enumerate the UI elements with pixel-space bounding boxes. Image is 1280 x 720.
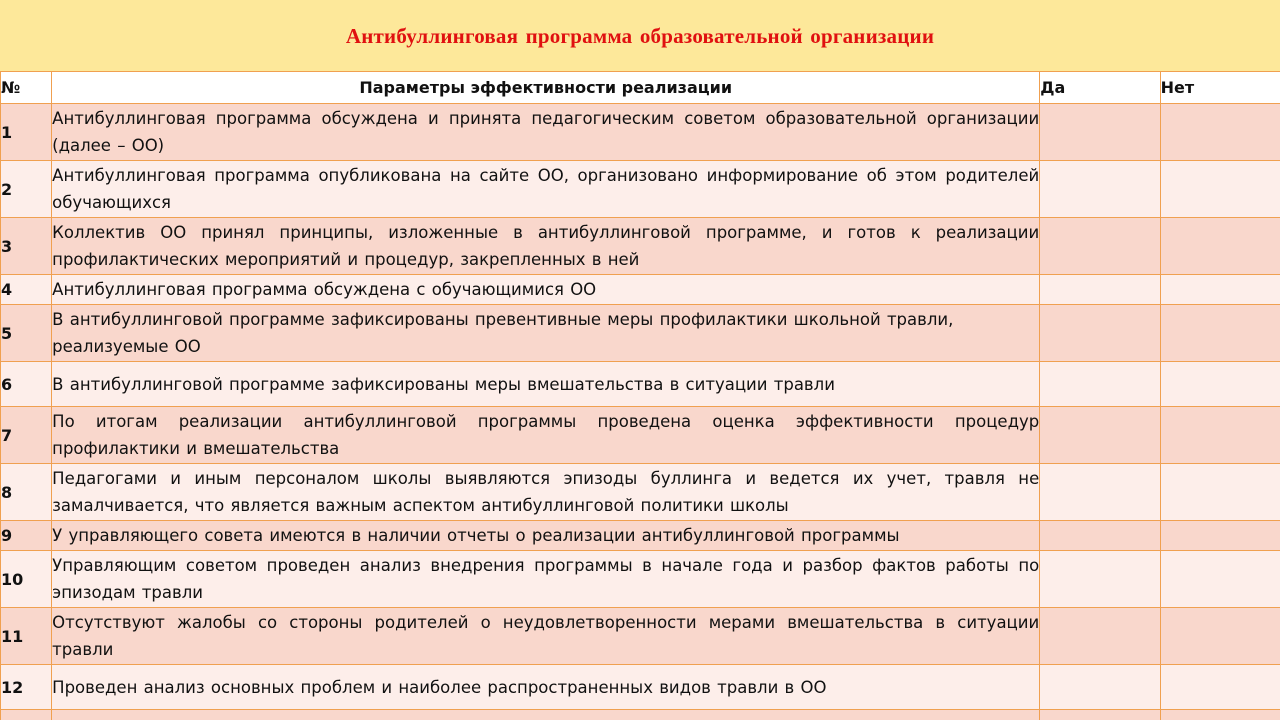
cell-yes[interactable] (1040, 275, 1160, 305)
header-number: № (1, 72, 52, 104)
row-number: 10 (1, 551, 52, 608)
row-parameter (52, 710, 1040, 720)
table-row (1, 362, 1280, 407)
table-row (1, 275, 1280, 305)
header-parameters: Параметры эффективности реализации (52, 72, 1040, 104)
row-parameter: Коллектив ОО принял принципы, изложенные в антибуллинговой программе, и готов к реализации профилактических мероприятий и процедур, закрепленных в ней (52, 218, 1040, 275)
row-parameter: Отсутствуют жалобы со стороны родителей о неудовлетворенности мерами вмешательства в ситуации травли (52, 608, 1040, 665)
cell-no[interactable] (1160, 464, 1280, 521)
row-number: 4 (1, 275, 52, 305)
cell-no[interactable] (1160, 521, 1280, 551)
row-number: 8 (1, 464, 52, 521)
row-number: 2 (1, 161, 52, 218)
cell-yes[interactable] (1040, 521, 1160, 551)
cell-no[interactable] (1160, 665, 1280, 710)
table-row (1, 104, 1280, 161)
cell-yes[interactable] (1040, 710, 1160, 720)
cell-no[interactable] (1160, 161, 1280, 218)
cell-yes[interactable] (1040, 464, 1160, 521)
table-row (1, 305, 1280, 362)
row-parameter: Антибуллинговая программа опубликована на сайте ОО, организовано информирование об этом родителей обучающихся (52, 161, 1040, 218)
cell-yes[interactable] (1040, 407, 1160, 464)
row-number: 12 (1, 665, 52, 710)
cell-no[interactable] (1160, 305, 1280, 362)
row-parameter: По итогам реализации антибуллинговой программы проведена оценка эффективности процедур профилактики и вмешательства (52, 407, 1040, 464)
row-number: 9 (1, 521, 52, 551)
cell-no[interactable] (1160, 362, 1280, 407)
row-parameter: Проведен анализ основных проблем и наиболее распространенных видов травли в ОО (52, 665, 1040, 710)
cell-yes[interactable] (1040, 551, 1160, 608)
row-number: 5 (1, 305, 52, 362)
row-parameter: В антибуллинговой программе зафиксированы меры вмешательства в ситуации травли (52, 362, 1040, 407)
table-row (1, 218, 1280, 275)
row-number: 1 (1, 104, 52, 161)
row-parameter: В антибуллинговой программе зафиксированы превентивные меры профилактики школьной травли, реализуемые ОО (52, 305, 1040, 362)
cell-yes[interactable] (1040, 362, 1160, 407)
row-number: 3 (1, 218, 52, 275)
cell-yes[interactable] (1040, 104, 1160, 161)
row-parameter: Педагогами и иным персоналом школы выявляются эпизоды буллинга и ведется их учет, травля не замалчивается, что является важным аспектом антибуллинговой политики школы (52, 464, 1040, 521)
row-number: 6 (1, 362, 52, 407)
row-parameter: Управляющим советом проведен анализ внедрения программы в начале года и разбор фактов работы по эпизодам травли (52, 551, 1040, 608)
cell-no[interactable] (1160, 551, 1280, 608)
cell-no[interactable] (1160, 710, 1280, 720)
table-row (1, 665, 1280, 710)
table-row (1, 407, 1280, 464)
cell-yes[interactable] (1040, 665, 1160, 710)
cell-yes[interactable] (1040, 305, 1160, 362)
table-row (1, 464, 1280, 521)
row-parameter: Антибуллинговая программа обсуждена с обучающимися ОО (52, 275, 1040, 305)
table-row (1, 551, 1280, 608)
page-title: Антибуллинговая программа образовательной организации (345, 23, 935, 48)
table-row (1, 521, 1280, 551)
cell-no[interactable] (1160, 275, 1280, 305)
table-header-row (1, 72, 1280, 104)
header-yes: Да (1040, 72, 1160, 104)
cell-yes[interactable] (1040, 161, 1160, 218)
row-number (1, 710, 52, 720)
title-bar (0, 0, 1280, 71)
cell-no[interactable] (1160, 608, 1280, 665)
header-no: Нет (1160, 72, 1280, 104)
table-row (1, 161, 1280, 218)
cell-no[interactable] (1160, 218, 1280, 275)
row-parameter: Антибуллинговая программа обсуждена и принята педагогическим советом образовательной организации (далее – ОО) (52, 104, 1040, 161)
criteria-table (0, 71, 1280, 720)
cell-yes[interactable] (1040, 608, 1160, 665)
row-number: 11 (1, 608, 52, 665)
table-row (1, 608, 1280, 665)
cell-no[interactable] (1160, 104, 1280, 161)
cell-no[interactable] (1160, 407, 1280, 464)
row-number: 7 (1, 407, 52, 464)
table-row (1, 710, 1280, 720)
cell-yes[interactable] (1040, 218, 1160, 275)
row-parameter: У управляющего совета имеются в наличии отчеты о реализации антибуллинговой программы (52, 521, 1040, 551)
